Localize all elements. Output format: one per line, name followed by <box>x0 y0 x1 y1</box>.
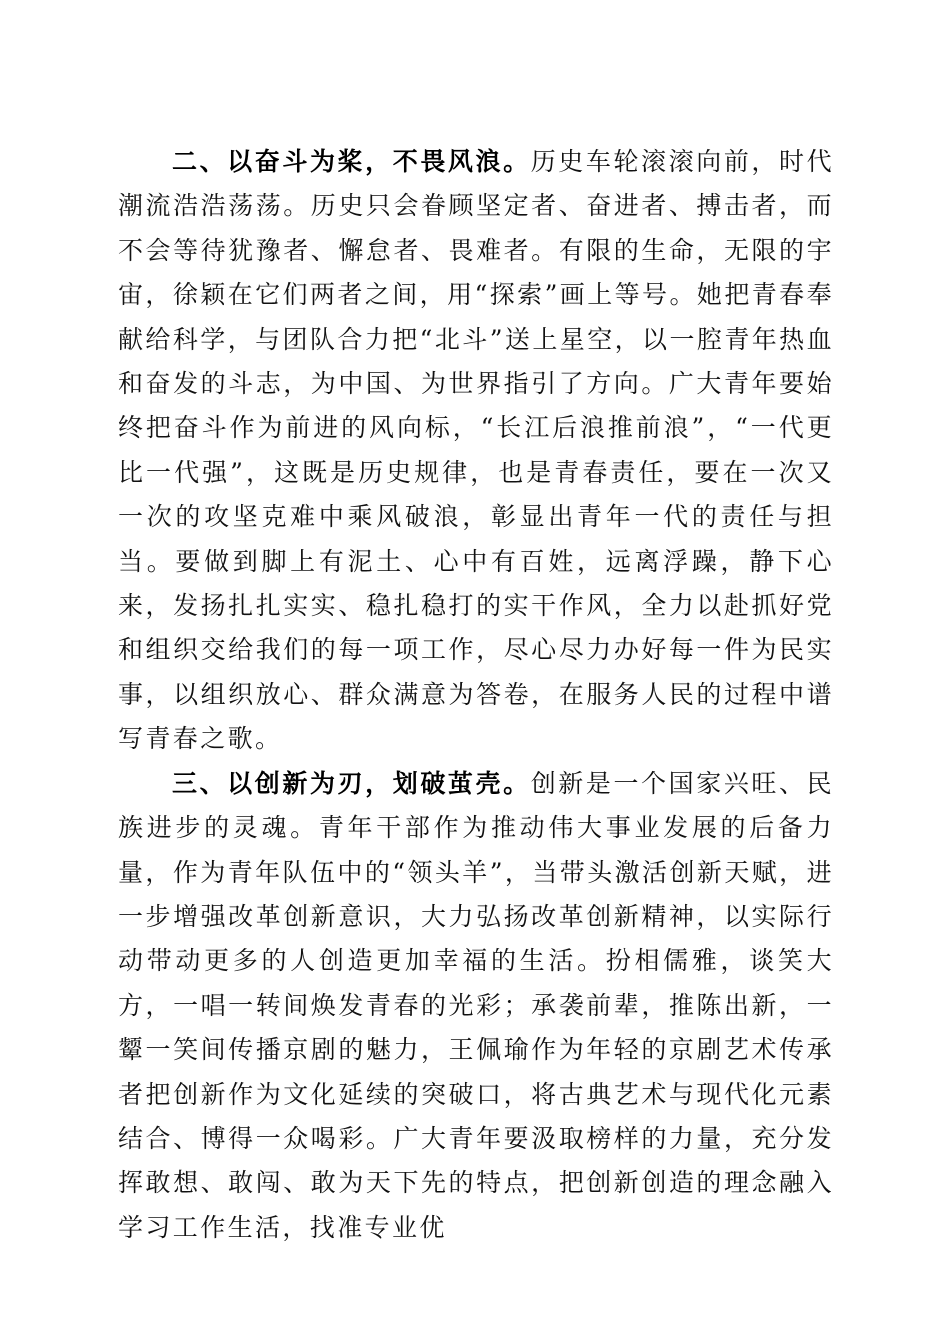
paragraph-text-innovation: 创新是一个国家兴旺、民族进步的灵魂。青年干部作为推动伟大事业发展的后备力量，作为青年队伍中的“领头羊”，当带头激活创新天赋，进一步增强改革创新意识，大力弘扬改革创新精神，以实际行动带动更多的人创造更加幸福的生活。扮相儒雅，谈笑大方，一唱一转间焕发青春的光彩；承袭前辈，推陈出新，一颦一笑间传播京剧的魅力，王佩瑜作为年轻的京剧艺术传承者把创新作为文化延续的突破口，将古典艺术与现代化元素结合、博得一众喝彩。广大青年要汲取榜样的力量，充分发挥敢想、敢闯、敢为天下先的特点，把创新创造的理念融入学习工作生活，找准专业优 <box>118 768 834 1242</box>
document-body <box>118 140 834 1250</box>
paragraph-struggle <box>118 140 834 762</box>
section-heading-innovation: 三、以创新为刃，划破茧壳。 <box>172 768 531 798</box>
paragraph-text-struggle: 历史车轮滚滚向前，时代潮流浩浩荡荡。历史只会眷顾坚定者、奋进者、搏击者，而不会等待犹豫者、懈怠者、畏难者。有限的生命，无限的宇宙，徐颖在它们两者之间，用“探索”画上等号。她把青春奉献给科学，与团队合力把“北斗”送上星空，以一腔青年热血和奋发的斗志，为中国、为世界指引了方向。广大青年要始终把奋斗作为前进的风向标，“长江后浪推前浪”，“一代更比一代强”，这既是历史规律，也是青春责任，要在一次又一次的攻坚克难中乘风破浪，彰显出青年一代的责任与担当。要做到脚上有泥土、心中有百姓，远离浮躁，静下心来，发扬扎扎实实、稳扎稳打的实干作风，全力以赴抓好党和组织交给我们的每一项工作，尽心尽力办好每一件为民实事，以组织放心、群众满意为答卷，在服务人民的过程中谱写青春之歌。 <box>118 147 834 754</box>
paragraph-innovation <box>118 762 834 1250</box>
section-heading-struggle: 二、以奋斗为桨，不畏风浪。 <box>172 147 531 176</box>
